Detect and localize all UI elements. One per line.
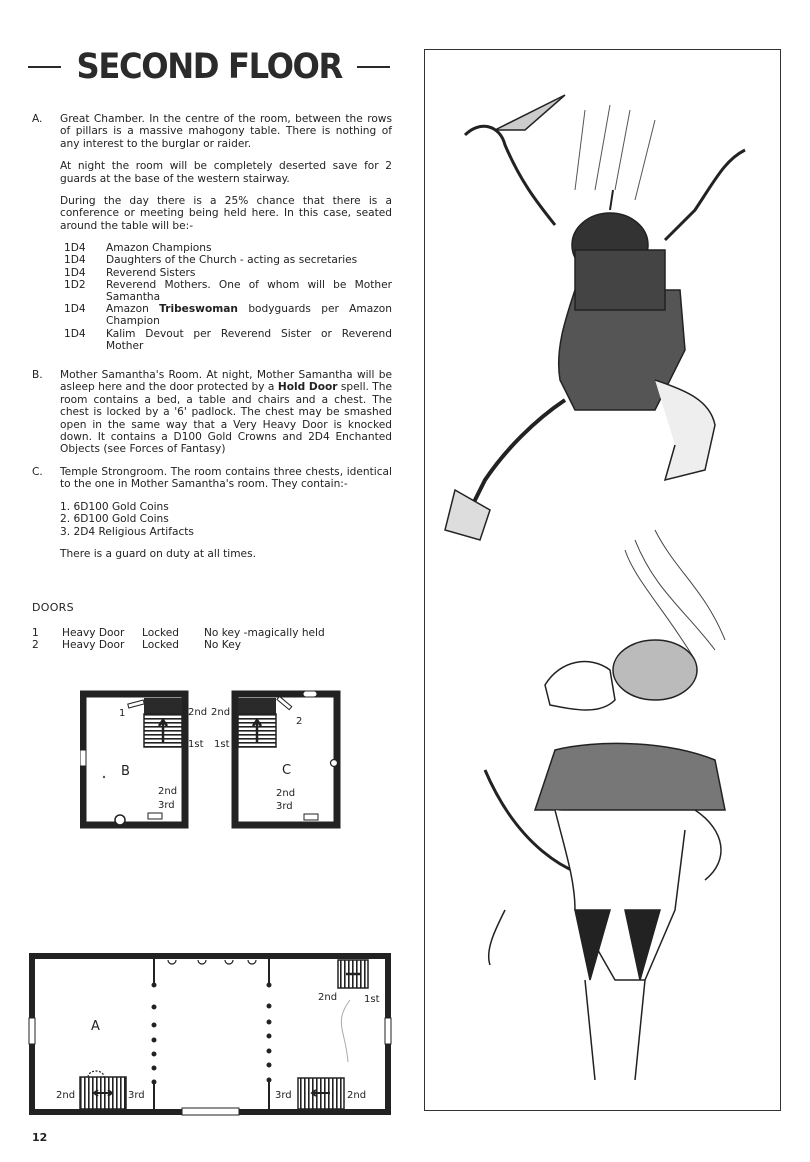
svg-text:3rd: 3rd — [128, 1090, 145, 1101]
table-row: 2 Heavy Door Locked No Key — [32, 639, 241, 652]
svg-text:1st: 1st — [214, 739, 230, 750]
section-a-para-1: Great Chamber. In the centre of the room, between the rows of pillars is a massive mahogony table. There is nothing of any interest to the burglar or raider. — [60, 113, 392, 150]
attendee-row: 1D4 Amazon Champions — [64, 242, 212, 255]
svg-text:1st: 1st — [364, 994, 380, 1005]
bold-term: Hold Door — [277, 381, 338, 394]
door-2-icon — [277, 696, 292, 709]
illustration-frame — [424, 49, 781, 1111]
attendee-row: 1D4 Daughters of the Church - acting as secretaries — [64, 254, 358, 267]
door-number: 1 — [119, 708, 126, 719]
room-a-label: A — [91, 1019, 100, 1034]
svg-text:2nd: 2nd — [158, 786, 178, 797]
illustration-art — [425, 50, 779, 1109]
attendee-row: 1D4 Kalim Devout per Reverend Sister or Reverend Mother — [64, 327, 392, 352]
page-title-banner — [28, 44, 390, 90]
svg-text:2nd: 2nd — [347, 1090, 367, 1101]
room-b-label: B — [121, 764, 130, 779]
doors-table — [32, 627, 325, 652]
bold-term: Tribeswoman — [159, 303, 238, 316]
svg-text:2nd: 2nd — [211, 707, 231, 718]
svg-text:3rd: 3rd — [158, 800, 175, 811]
doors-heading: DOORS — [32, 601, 74, 614]
attendee-row: 1D4 Amazon Tribeswoman bodyguards per Amazon Champion — [64, 303, 392, 328]
list-item: 1. 6D100 Gold Coins — [60, 500, 169, 513]
section-b-text: Mother Samantha's Room. At night, Mother Samantha will be asleep here and the door protected by a Hold Door spell. The room contains a bed, a table and chairs and a chest. The chest is locked by a '6' padlock. The chest may be smashed open in the same way that a Very Heavy Door is knocked down. It contains a D100 Gold Crowns and 2D4 Enchanted Objects (see Forces of Fantasy) — [60, 369, 392, 456]
section-c — [32, 466, 392, 570]
svg-text:2nd: 2nd — [276, 788, 296, 799]
page-title: SECOND FLOOR — [76, 47, 342, 87]
door-number: 2 — [296, 716, 303, 727]
attendee-row: 1D4 Reverend Sisters — [64, 266, 196, 279]
warrior-illustration — [445, 95, 745, 540]
section-a-para-3: During the day there is a 25% chance that there is a conference or meeting being held here. In this case, seated around the table will be:- — [60, 195, 392, 232]
room-c-label: C — [282, 763, 292, 778]
section-key: A. — [32, 113, 43, 125]
room-b-plan — [80, 694, 207, 825]
pillar-row-east — [267, 959, 271, 1109]
svg-text:3rd: 3rd — [275, 1090, 292, 1101]
table-row: 1 Heavy Door Locked No key -magically held — [32, 627, 325, 639]
page-number: 12 — [32, 1131, 48, 1144]
svg-text:2nd: 2nd — [188, 707, 208, 718]
door-1-icon — [128, 700, 144, 708]
section-key: B. — [32, 369, 43, 381]
section-key: C. — [32, 466, 43, 478]
attendee-row: 1D2 Reverend Mothers. One of whom will be Mother Samantha — [64, 278, 392, 304]
section-c-note: There is a guard on duty at all times. — [60, 548, 256, 561]
chairs — [168, 960, 256, 964]
svg-text:2nd: 2nd — [318, 992, 338, 1003]
chest-contents-list — [60, 501, 392, 538]
attendee-table — [64, 242, 392, 352]
svg-text:1st: 1st — [188, 739, 204, 750]
room-c-plan — [211, 691, 338, 825]
section-b — [32, 369, 392, 466]
svg-text:2nd: 2nd — [56, 1090, 76, 1101]
section-a — [32, 113, 392, 352]
section-c-text: Temple Strongroom. The room contains three chests, identical to the one in Mother Samantha's room. They contain:- — [60, 466, 392, 491]
floor-plan-great-chamber — [28, 952, 394, 1118]
title-rule-right — [357, 66, 390, 68]
list-item: 2. 6D100 Gold Coins — [60, 513, 169, 526]
floor-plan-rooms-b-c — [80, 690, 345, 830]
section-a-para-2: At night the room will be completely deserted save for 2 guards at the base of the western stairway. — [60, 160, 392, 185]
list-item: 3. 2D4 Religious Artifacts — [60, 525, 194, 538]
title-rule-left — [28, 66, 61, 68]
svg-text:3rd: 3rd — [276, 801, 293, 812]
pillar-row-west — [152, 959, 156, 1109]
amazon-illustration — [485, 530, 725, 1080]
